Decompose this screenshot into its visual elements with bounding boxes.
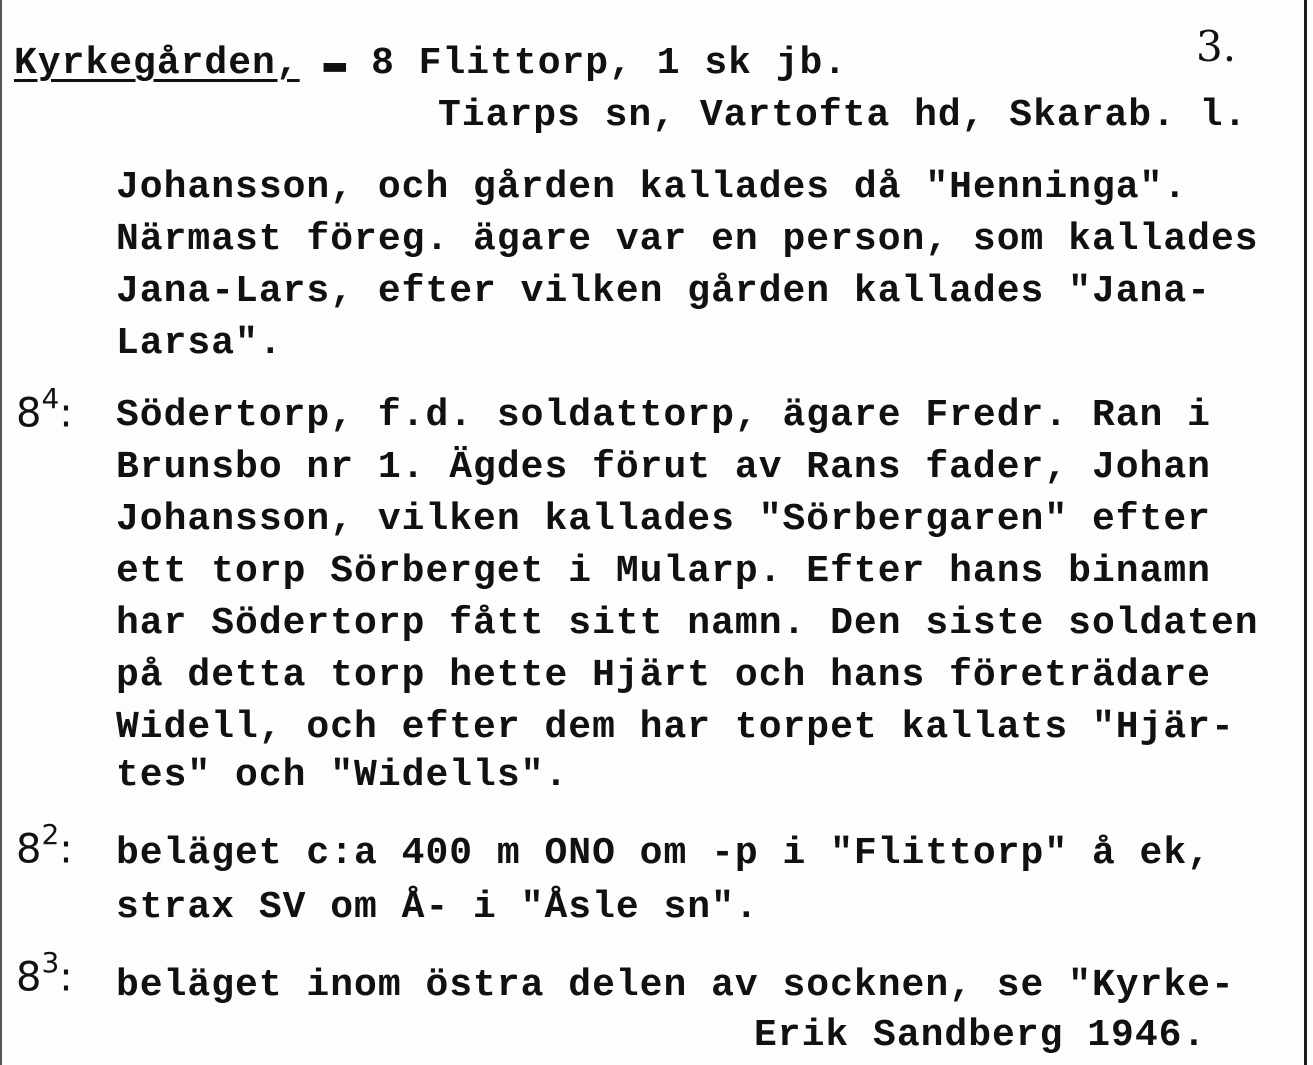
card-right-edge: [1304, 0, 1307, 1065]
page-number: 3.: [1196, 22, 1237, 71]
entry-line: Widell, och efter dem har torpet kallats "Hjär-: [116, 706, 1235, 749]
intro-line: Johansson, och gården kallades då "Henninga".: [116, 166, 1188, 209]
entry-line: har Södertorp fått sitt namn. Den siste soldaten: [116, 602, 1259, 645]
card-left-edge: [0, 0, 2, 1065]
entry-line: Södertorp, f.d. soldattorp, ägare Fredr. Ran i: [116, 394, 1211, 437]
entry-line: beläget c:a 400 m ONO om -p i "Flittorp" å ek,: [116, 832, 1211, 875]
intro-line: Jana-Lars, efter vilken gården kallades "Jana-: [116, 270, 1211, 313]
card-heading: [14, 42, 847, 86]
entry-line: beläget inom östra delen av socknen, se "Kyrke-: [116, 964, 1235, 1007]
entry-line: strax SV om Å- i "Åsle sn".: [116, 886, 759, 929]
signature: Erik Sandberg 1946.: [754, 1014, 1207, 1057]
place-title: Kyrkegården,: [14, 42, 300, 85]
intro-line: Närmast föreg. ägare var en person, som kallades: [116, 218, 1259, 261]
entry-line: på detta torp hette Hjärt och hans företrädare: [116, 654, 1211, 697]
entry-line: Johansson, vilken kallades "Sörbergaren" efter: [116, 498, 1211, 541]
place-subtitle: ▬ 8 Flittorp, 1 sk jb.: [299, 42, 848, 85]
entry-marker: $8^2$:: [16, 818, 73, 873]
location-line: Tiarps sn, Vartofta hd, Skarab. l.: [438, 94, 1248, 137]
entry-marker: $8^3$:: [16, 946, 73, 1001]
entry-line: Brunsbo nr 1. Ägdes förut av Rans fader, Johan: [116, 446, 1211, 489]
entry-line: tes" och "Widells".: [116, 754, 569, 797]
entry-marker: $8^4$:: [16, 382, 73, 437]
intro-line: Larsa".: [116, 322, 283, 365]
entry-line: ett torp Sörberget i Mularp. Efter hans binamn: [116, 550, 1211, 593]
